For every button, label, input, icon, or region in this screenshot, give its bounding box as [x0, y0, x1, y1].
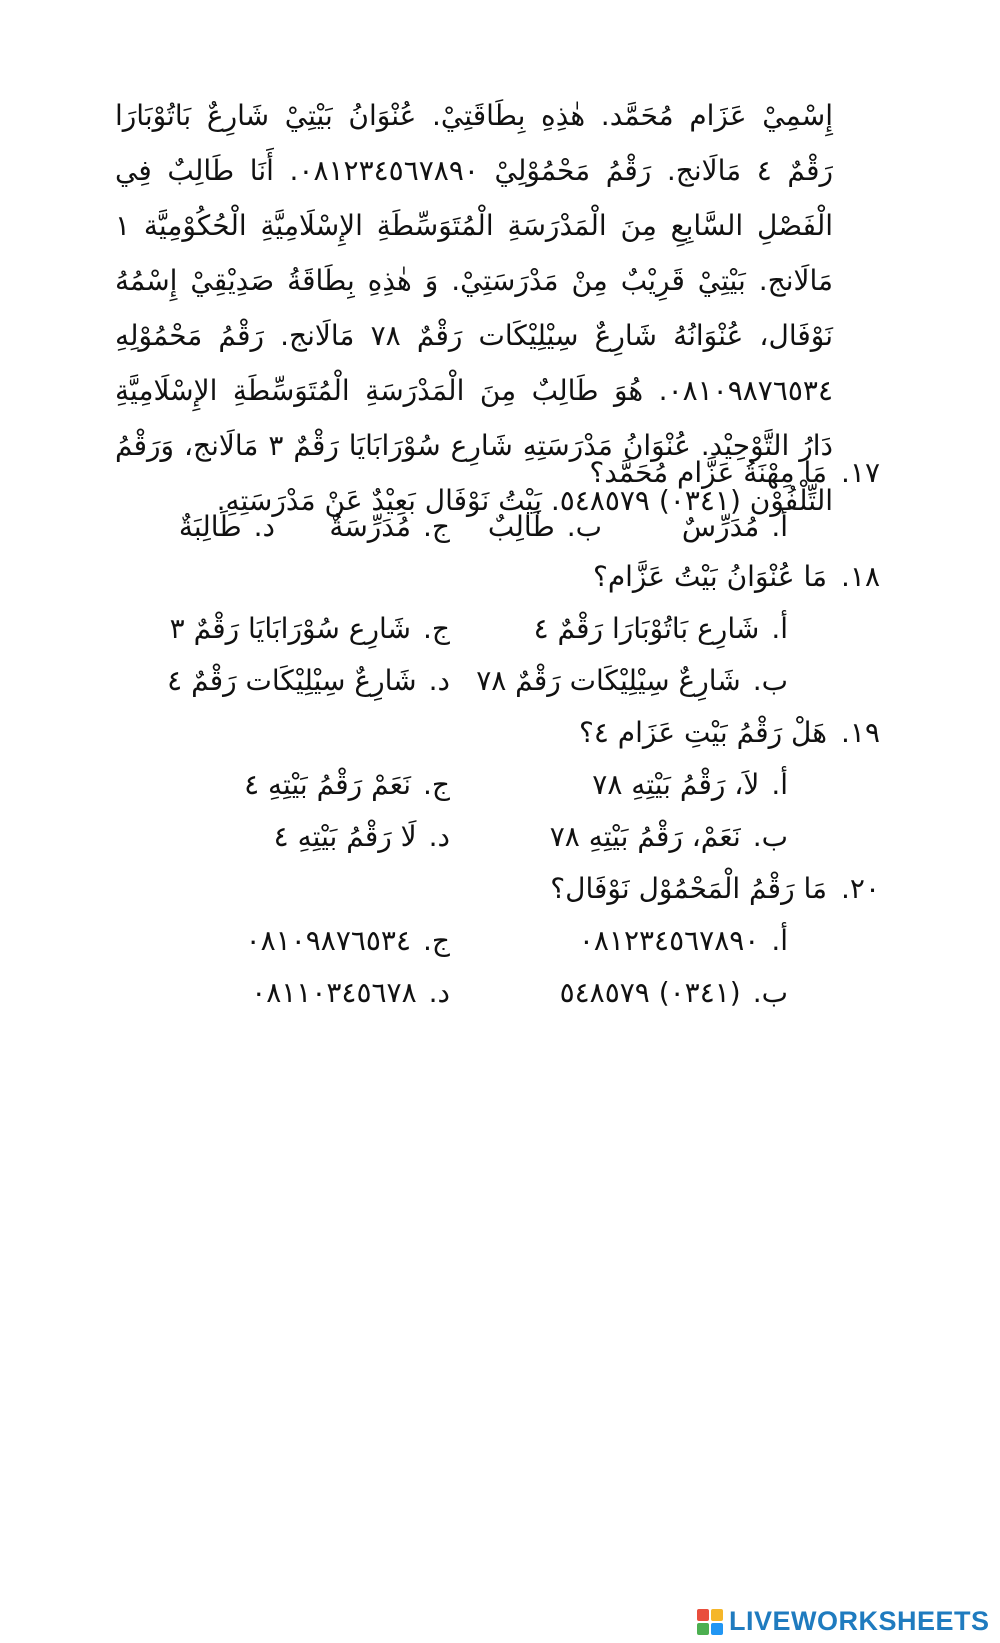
option-17-c[interactable]: [329, 507, 450, 547]
option-text: شَارِع بَاتُوْبَارَا رَقْمٌ ٤: [533, 612, 760, 645]
option-text: لاَ، رَقْمُ بَيْتِهِ ٧٨: [592, 768, 760, 801]
reading-passage: إِسْمِيْ عَزَام مُحَمَّد. هٰذِهِ بِطَاقَتِيْ. عُنْوَانُ بَيْتِيْ شَارِعٌ بَاتُوْبَارَا رَقْمٌ ٤ مَالَانج. رَقْمُ مَحْمُوْلِيْ ٠٨١٢٣٤٥٦٧٨٩٠. أَنَا طَالِبٌ فِي الْفَصْلِ السَّابِعِ مِنَ الْمَدْرَسَةِ الْمُتَوَسِّطَةِ الإِسْلَامِيَّةِ الْحُكُوْمِيَّة ١ مَالَانج. بَيْتِيْ قَرِيْبٌ مِنْ مَدْرَسَتِيْ. وَ هٰذِهِ بِطَاقَةُ صَدِيْقِيْ إِسْمُهُ نَوْفَال، عُنْوَانُهُ شَارِعٌ سِيْلِيْكَات رَقْمٌ ٧٨ مَالَانج. رَقْمُ مَحْمُوْلِهِ ٠٨١٠٩٨٧٦٥٣٤. هُوَ طَالِبٌ مِنَ الْمَدْرَسَةِ الْمُتَوَسِّطَةِ الإِسْلَامِيَّةِ دَارُ التَّوْحِيْد. عُنْوَانُ مَدْرَسَتِهِ شَارِع سُوْرَابَايَا رَقْمٌ ٣ مَالَانج، وَرَقْمُ التِّلْفُوْن (٠٣٤١) ٥٤٨٥٧٩. بَيْتُ نَوْفَال بَعِيْدٌ عَنْ مَدْرَسَتِهِ.: [115, 99, 834, 517]
option-letter: د.: [428, 820, 450, 853]
logo-square-green: [697, 1623, 709, 1635]
option-text: لَا رَقْمُ بَيْتِهِ ٤: [273, 820, 417, 853]
option-19-d[interactable]: [274, 817, 450, 857]
option-18-d[interactable]: [167, 661, 450, 701]
option-text: ٠٨١٠٩٨٧٦٥٣٤: [245, 924, 412, 957]
question-19: [579, 713, 880, 753]
option-text: نَعَمْ، رَقْمُ بَيْتِهِ ٧٨: [549, 820, 741, 853]
option-letter: ج.: [423, 510, 450, 543]
option-letter: ب.: [566, 510, 602, 543]
option-18-b[interactable]: [476, 661, 788, 701]
question-text: مَا عُنْوَانُ بَيْتُ عَزَّام؟: [592, 560, 828, 593]
liveworksheets-logo: [697, 1606, 990, 1637]
question-text: هَلْ رَقْمُ بَيْتِ عَزَام ٤؟: [578, 716, 828, 749]
question-number: ٢٠.: [841, 872, 880, 905]
option-text: شَارِعٌ سِيْلِيْكَات رَقْمٌ ٧٨: [476, 664, 741, 697]
question-number: ١٩.: [841, 716, 880, 749]
option-letter: أ.: [771, 924, 788, 957]
option-17-b[interactable]: [488, 507, 602, 547]
question-20: [550, 869, 880, 909]
option-letter: ب.: [752, 820, 788, 853]
logo-square-yellow: [711, 1609, 723, 1621]
option-letter: د.: [253, 510, 275, 543]
option-letter: ب.: [752, 976, 788, 1009]
option-text: ٠٨١١٠٣٤٥٦٧٨: [251, 976, 417, 1009]
question-17: [589, 453, 880, 493]
question-number: ١٧.: [841, 456, 880, 489]
option-text: (٠٣٤١) ٥٤٨٥٧٩: [559, 976, 741, 1009]
option-letter: ج.: [423, 768, 450, 801]
option-20-c[interactable]: [246, 921, 450, 961]
option-18-c[interactable]: [170, 609, 450, 649]
option-letter: ج.: [423, 612, 450, 645]
option-19-a[interactable]: [592, 765, 788, 805]
option-letter: أ.: [771, 510, 788, 543]
option-text: مُدَرِّسَةٌ: [329, 510, 412, 543]
option-letter: د.: [428, 664, 450, 697]
option-19-b[interactable]: [550, 817, 788, 857]
option-letter: أ.: [771, 612, 788, 645]
question-text: مَا رَقْمُ الْمَحْمُوْل نَوْفَال؟: [550, 872, 828, 905]
option-18-a[interactable]: [534, 609, 788, 649]
question-18: [593, 557, 880, 597]
option-letter: ب.: [752, 664, 788, 697]
option-letter: أ.: [771, 768, 788, 801]
option-17-a[interactable]: [682, 507, 788, 547]
option-text: شَارِعٌ سِيْلِيْكَات رَقْمٌ ٤: [167, 664, 417, 697]
option-20-a[interactable]: [579, 921, 788, 961]
option-text: مُدَرِّسٌ: [681, 510, 760, 543]
option-text: شَارِع سُوْرَابَايَا رَقْمٌ ٣: [169, 612, 412, 645]
question-text: مَا مِهْنَةُ عَزَّام مُحَمَّد؟: [589, 456, 828, 489]
logo-square-red: [697, 1609, 709, 1621]
logo-square-blue: [711, 1623, 723, 1635]
option-text: نَعَمْ رَقْمُ بَيْتِهِ ٤: [244, 768, 412, 801]
option-text: طَالِبَةٌ: [178, 510, 242, 543]
option-20-d[interactable]: [251, 973, 450, 1013]
logo-text: LIVEWORKSHEETS: [729, 1606, 990, 1636]
logo-icon: [697, 1609, 723, 1635]
option-letter: ج.: [423, 924, 450, 957]
option-20-b[interactable]: [560, 973, 788, 1013]
option-letter: د.: [428, 976, 450, 1009]
option-text: ٠٨١٢٣٤٥٦٧٨٩٠: [578, 924, 760, 957]
option-19-c[interactable]: [244, 765, 450, 805]
question-number: ١٨.: [841, 560, 880, 593]
option-text: طَالِبٌ: [487, 510, 555, 543]
option-17-d[interactable]: [179, 507, 275, 547]
